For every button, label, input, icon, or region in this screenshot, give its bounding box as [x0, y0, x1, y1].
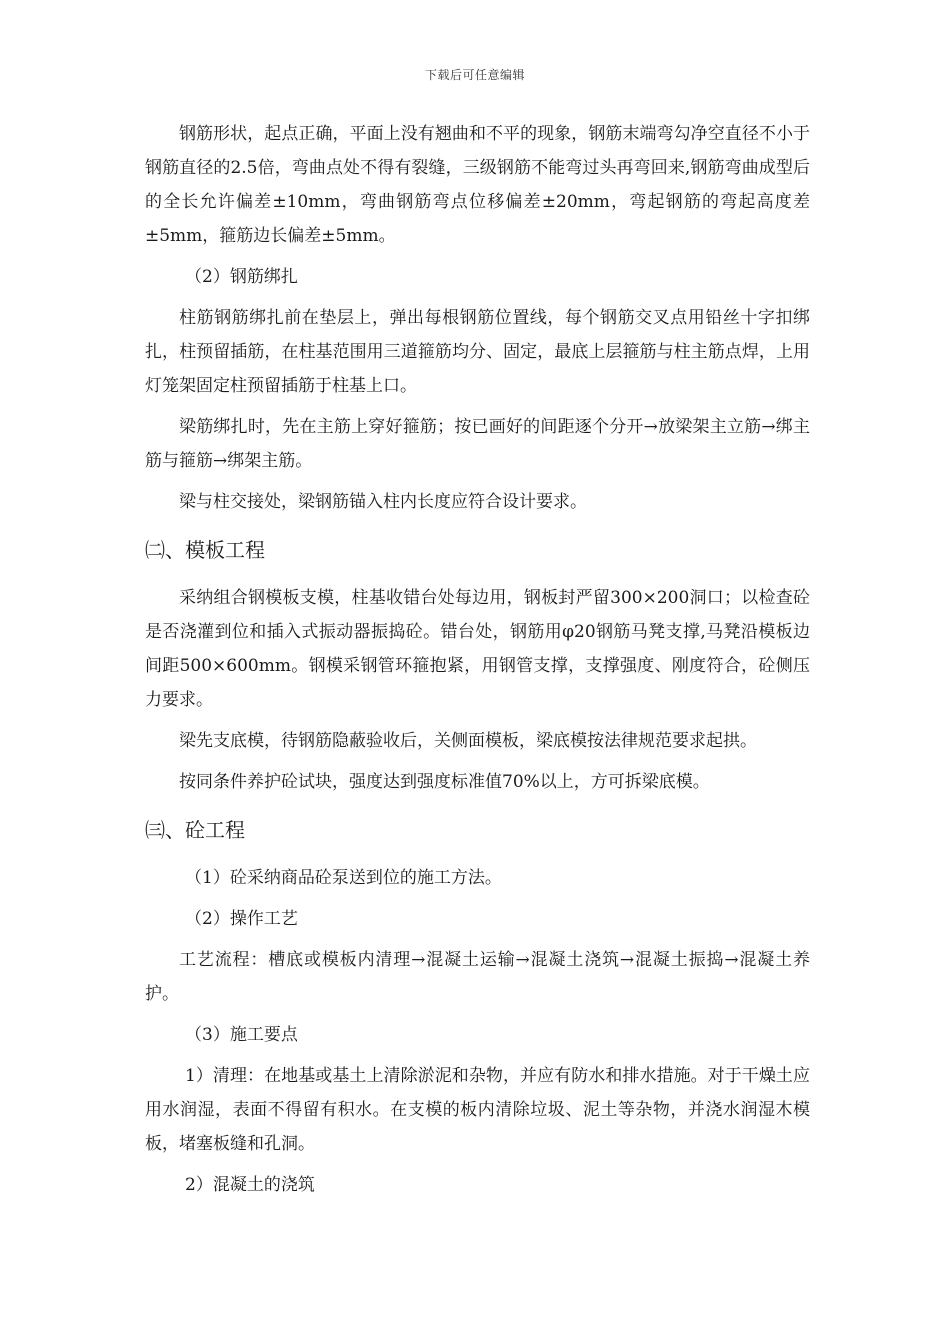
- paragraph-column-rebar: 柱筋钢筋绑扎前在垫层上，弹出每根钢筋位置线，每个钢筋交叉点用铅丝十字扣绑扎，柱预留插筋，在柱基范围用三道箍筋均分、固定，最底上层箍筋与柱主筋点焊，上用灯笼架固定柱预留插筋于柱基上口。: [145, 308, 810, 396]
- paragraph-beam-bottom-formwork: 梁先支底模，待钢筋隐蔽验收后，关侧面模板，梁底模按法律规范要求起拱。: [179, 731, 757, 751]
- subheading-pumped-concrete: （1）砼采纳商品砼泵送到位的施工方法。: [185, 868, 502, 888]
- subheading-construction-points: （3）施工要点: [185, 1025, 298, 1045]
- subheading-rebar-binding: （2）钢筋绑扎: [185, 267, 298, 287]
- paragraph-formwork-removal: 按同条件养护砼试块，强度达到强度标准值70%以上，方可拆梁底模。: [179, 772, 710, 792]
- paragraph-steel-formwork: 采纳组合钢模板支模，柱基收错台处每边用，钢板封严留300×200洞口；以检查砼是否浇灌到位和插入式振动器振捣砼。错台处，钢筋用φ20钢筋马凳支撑,马凳沿模板边间距500×600mm。钢模采钢管环箍抱紧，用钢管支撑，支撑强度、刚度符合，砼侧压力要求。: [145, 588, 810, 710]
- paragraph-rebar-shape: 钢筋形状，起点正确，平面上没有翘曲和不平的现象，钢筋末端弯勾净空直径不小于钢筋直径的2.5倍，弯曲点处不得有裂缝，三级钢筋不能弯过头再弯回来,钢筋弯曲成型后的全长允许偏差±10mm，弯曲钢筋弯点位移偏差±20mm，弯起钢筋的弯起高度差±5mm，箍筋边长偏差±5mm。: [145, 124, 810, 246]
- subheading-operation-process: （2）操作工艺: [185, 909, 298, 929]
- section-heading-formwork: ㈡、模板工程: [145, 538, 265, 562]
- section-heading-concrete: ㈢、砼工程: [145, 818, 245, 842]
- page-header: 下载后可任意编辑: [424, 68, 525, 82]
- paragraph-cleaning: 1）清理：在地基或基土上清除淤泥和杂物，并应有防水和排水措施。对于干燥土应用水润湿，表面不得留有积水。在支模的板内清除垃圾、泥土等杂物，并浇水润湿木模板，堵塞板缝和孔洞。: [145, 1066, 810, 1154]
- paragraph-process-flow: 工艺流程：槽底或模板内清理→混凝土运输→混凝土浇筑→混凝土振捣→混凝土养护。: [145, 950, 810, 1004]
- subheading-concrete-pouring: 2）混凝土的浇筑: [185, 1175, 315, 1195]
- document-body: [145, 117, 810, 1209]
- paragraph-beam-column-joint: 梁与柱交接处，梁钢筋锚入柱内长度应符合设计要求。: [179, 492, 587, 512]
- paragraph-beam-rebar: 梁筋绑扎时，先在主筋上穿好箍筋；按已画好的间距逐个分开→放梁架主立筋→绑主筋与箍筋→绑架主筋。: [145, 417, 810, 471]
